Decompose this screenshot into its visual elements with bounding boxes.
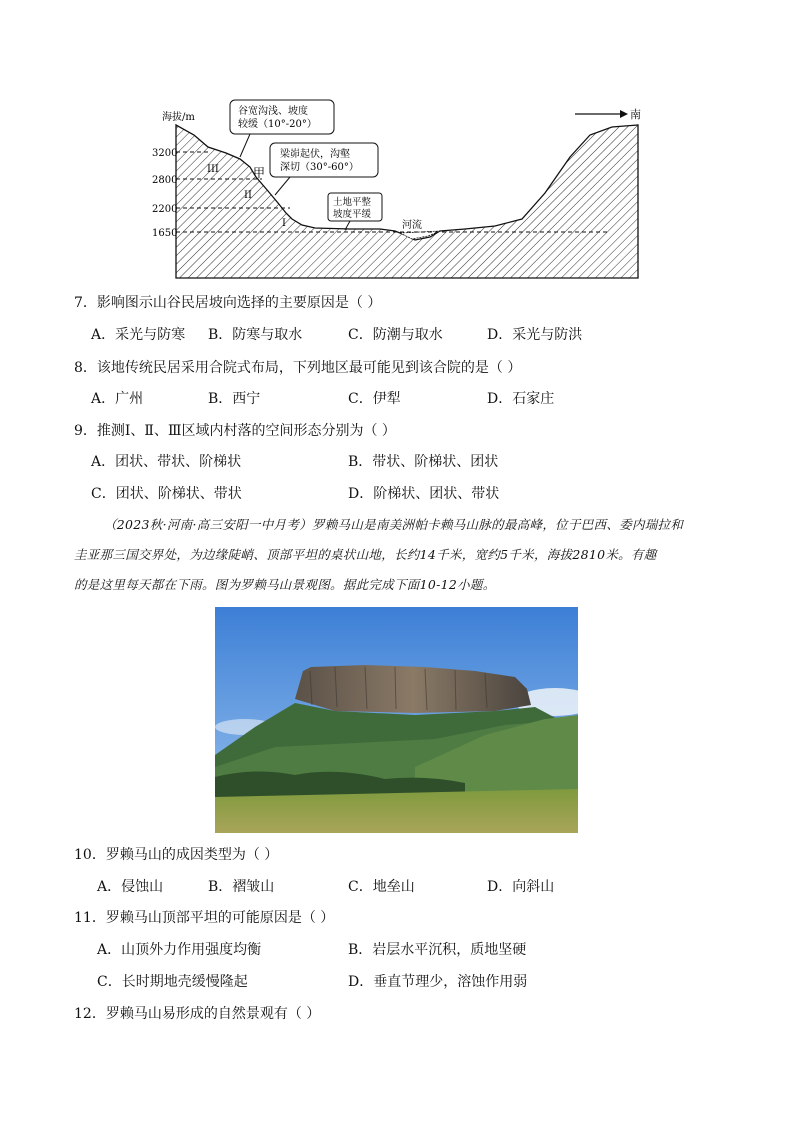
zone-ii-label: II — [244, 190, 252, 201]
q8-option-d[interactable]: D．石家庄 — [487, 391, 555, 407]
question-9-stem: 9．推测Ⅰ、Ⅱ、Ⅲ区域内村落的空间形态分别为（ ） — [74, 423, 396, 439]
q11-option-b[interactable]: B．岩层水平沉积，质地坚硬 — [348, 942, 527, 958]
passage-line-2: 圭亚那三国交界处，为边缘陡峭、顶部平坦的桌状山地，长约14千米，宽约5千米，海拔2810米。有趣 — [74, 547, 657, 562]
arrow-head-icon — [620, 110, 628, 118]
q7-option-b[interactable]: B．防寒与取水 — [208, 327, 303, 343]
terrain-profile-diagram — [150, 95, 650, 285]
q7-option-c[interactable]: C．防潮与取水 — [348, 327, 443, 343]
q9-option-a[interactable]: A．团状、带状、阶梯状 — [91, 454, 242, 470]
passage-line-1: （2023秋·河南·高三安阳一中月考）罗赖马山是南美洲帕卡赖马山脉的最高峰，位于巴西、委内瑞拉和 — [104, 517, 684, 532]
direction-south-label: 南 — [630, 108, 641, 121]
y-axis-label: 海拔/m — [162, 112, 195, 123]
q10-option-a[interactable]: A．侵蚀山 — [97, 879, 164, 895]
question-12-stem: 12．罗赖马山易形成的自然景观有（ ） — [74, 1006, 321, 1022]
elevation-3200: 3200 — [152, 148, 178, 159]
terrain-cross-section — [176, 125, 638, 278]
q8-option-b[interactable]: B．西宁 — [208, 391, 261, 407]
q10-option-d[interactable]: D．向斜山 — [487, 879, 555, 895]
passage — [74, 510, 734, 600]
callout-1-line-2: 较缓（10°-20°） — [238, 119, 317, 130]
passage-line-3: 的是这里每天都在下雨。图为罗赖马山景观图。据此完成下面10-12小题。 — [74, 577, 496, 592]
q9-option-d[interactable]: D．阶梯状、团状、带状 — [348, 486, 500, 502]
callout-2-line-2: 深切（30°-60°） — [280, 162, 359, 173]
elevation-2800: 2800 — [152, 175, 178, 186]
site-jia-label: 甲 — [253, 166, 266, 180]
callout-1-line-1: 谷宽沟浅、坡度 — [238, 106, 308, 117]
q7-option-d[interactable]: D．采光与防洪 — [487, 327, 583, 343]
q11-option-c[interactable]: C．长时期地壳缓慢隆起 — [97, 974, 248, 990]
zone-iii-label: III — [207, 164, 219, 175]
q8-option-a[interactable]: A．广州 — [91, 391, 144, 407]
q7-option-a[interactable]: A．采光与防寒 — [91, 327, 186, 343]
elevation-2200: 2200 — [152, 204, 178, 215]
question-11-stem: 11．罗赖马山顶部平坦的可能原因是（ ） — [74, 910, 335, 926]
callout-2-line-1: 梁峁起伏，沟壑 — [280, 149, 350, 160]
elevation-1650: 1650 — [152, 228, 178, 239]
callout-3-line-2: 坡度平缓 — [333, 209, 372, 220]
q10-option-c[interactable]: C．地垒山 — [348, 879, 415, 895]
zone-i-label: I — [282, 218, 286, 229]
q8-option-c[interactable]: C．伊犁 — [348, 391, 401, 407]
q9-option-b[interactable]: B．带状、阶梯状、团状 — [348, 454, 499, 470]
q10-option-b[interactable]: B．褶皱山 — [208, 879, 275, 895]
question-8-stem: 8．该地传统民居采用合院式布局，下列地区最可能见到该合院的是（ ） — [74, 360, 522, 376]
callout-3-line-1: 土地平整 — [333, 197, 372, 208]
q11-option-d[interactable]: D．垂直节理少，溶蚀作用弱 — [348, 974, 528, 990]
question-10-stem: 10．罗赖马山的成因类型为（ ） — [74, 847, 279, 863]
q11-option-a[interactable]: A．山顶外力作用强度均衡 — [97, 942, 262, 958]
river-label: 河流 — [402, 220, 422, 231]
question-7-stem: 7．影响图示山谷民居坡向选择的主要原因是（ ） — [74, 295, 382, 311]
q9-option-c[interactable]: C．团状、阶梯状、带状 — [91, 486, 242, 502]
mount-roraima-photo — [215, 607, 578, 833]
